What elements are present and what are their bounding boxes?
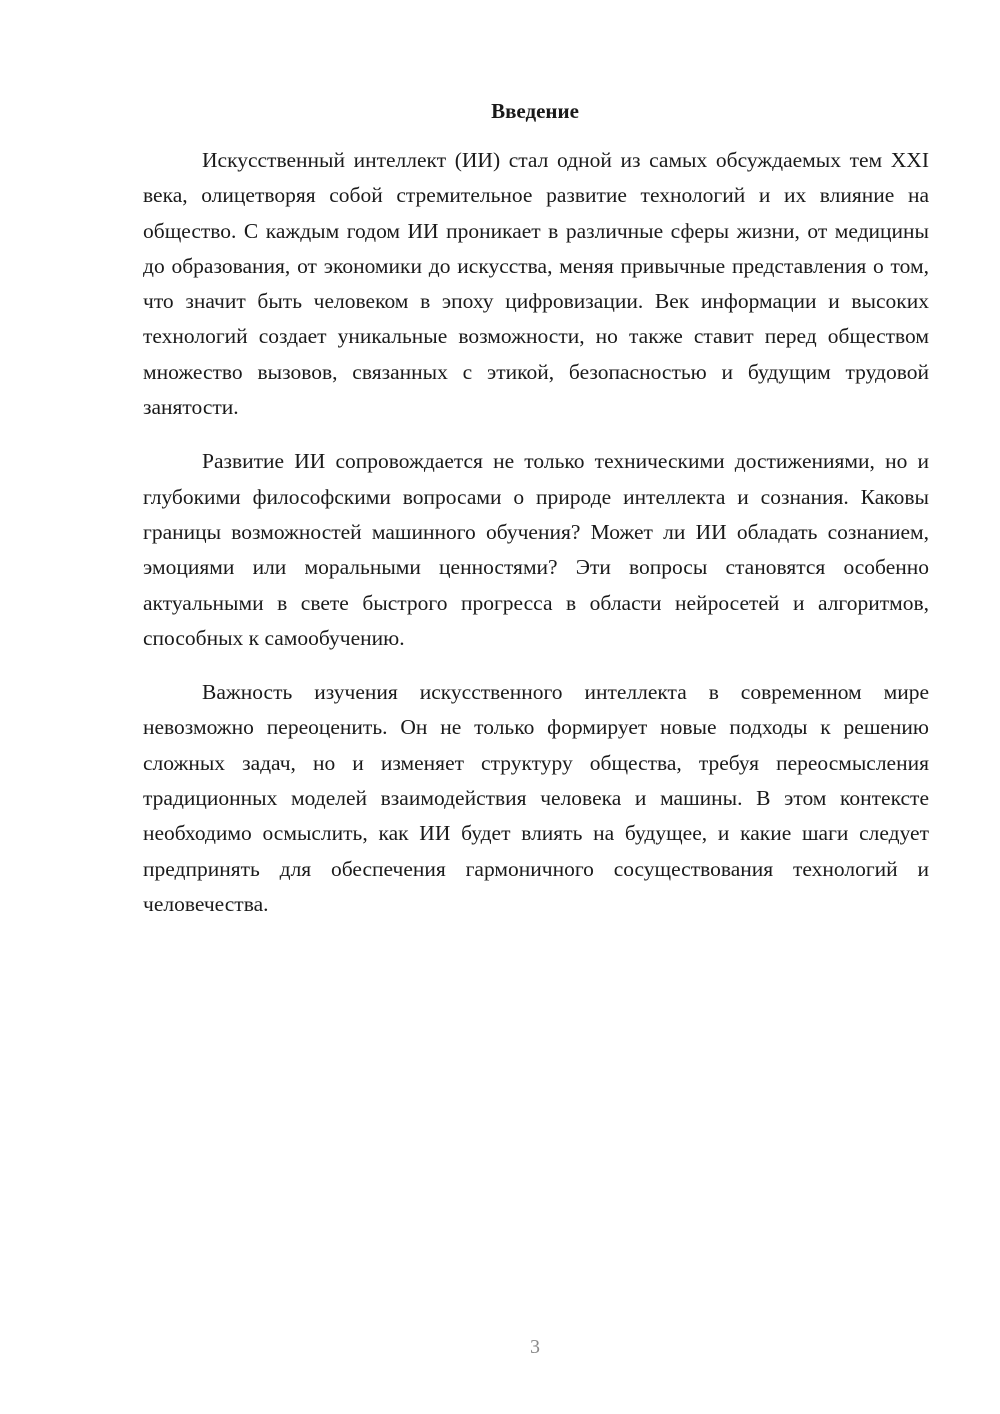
- body-text: [143, 143, 929, 941]
- paragraph-1: Искусственный интеллект (ИИ) стал одной из самых обсуждаемых тем XXI века, олицетворяя собой стремительное развитие технологий и их влияние на общество. С каждым годом ИИ проникает в различные сферы жизни, от медицины до образования, от экономики до искусства, меняя привычные представления о том, что значит быть человеком в эпоху цифровизации. Век информации и высоких технологий создает уникальные возможности, но также ставит перед обществом множество вызовов, связанных с этикой, безопасностью и будущим трудовой занятости.: [143, 148, 929, 420]
- paragraph-2: Развитие ИИ сопровождается не только техническими достижениями, но и глубокими философскими вопросами о природе интеллекта и сознания. Каковы границы возможностей машинного обучения? Может ли ИИ обладать сознанием, эмоциями или моральными ценностями? Эти вопросы становятся особенно актуальными в свете быстрого прогресса в области нейросетей и алгоритмов, способных к самообучению.: [143, 449, 929, 650]
- paragraph-3: Важность изучения искусственного интеллекта в современном мире невозможно переоценить. Он не только формирует новые подходы к решению сложных задач, но и изменяет структуру общества, требуя переосмысления традиционных моделей взаимодействия человека и машины. В этом контексте необходимо осмыслить, как ИИ будет влиять на будущее, и какие шаги следует предпринять для обеспечения гармоничного сосуществования технологий и человечества.: [143, 680, 929, 916]
- page-number: 3: [530, 1336, 540, 1358]
- section-heading: Введение: [491, 99, 579, 123]
